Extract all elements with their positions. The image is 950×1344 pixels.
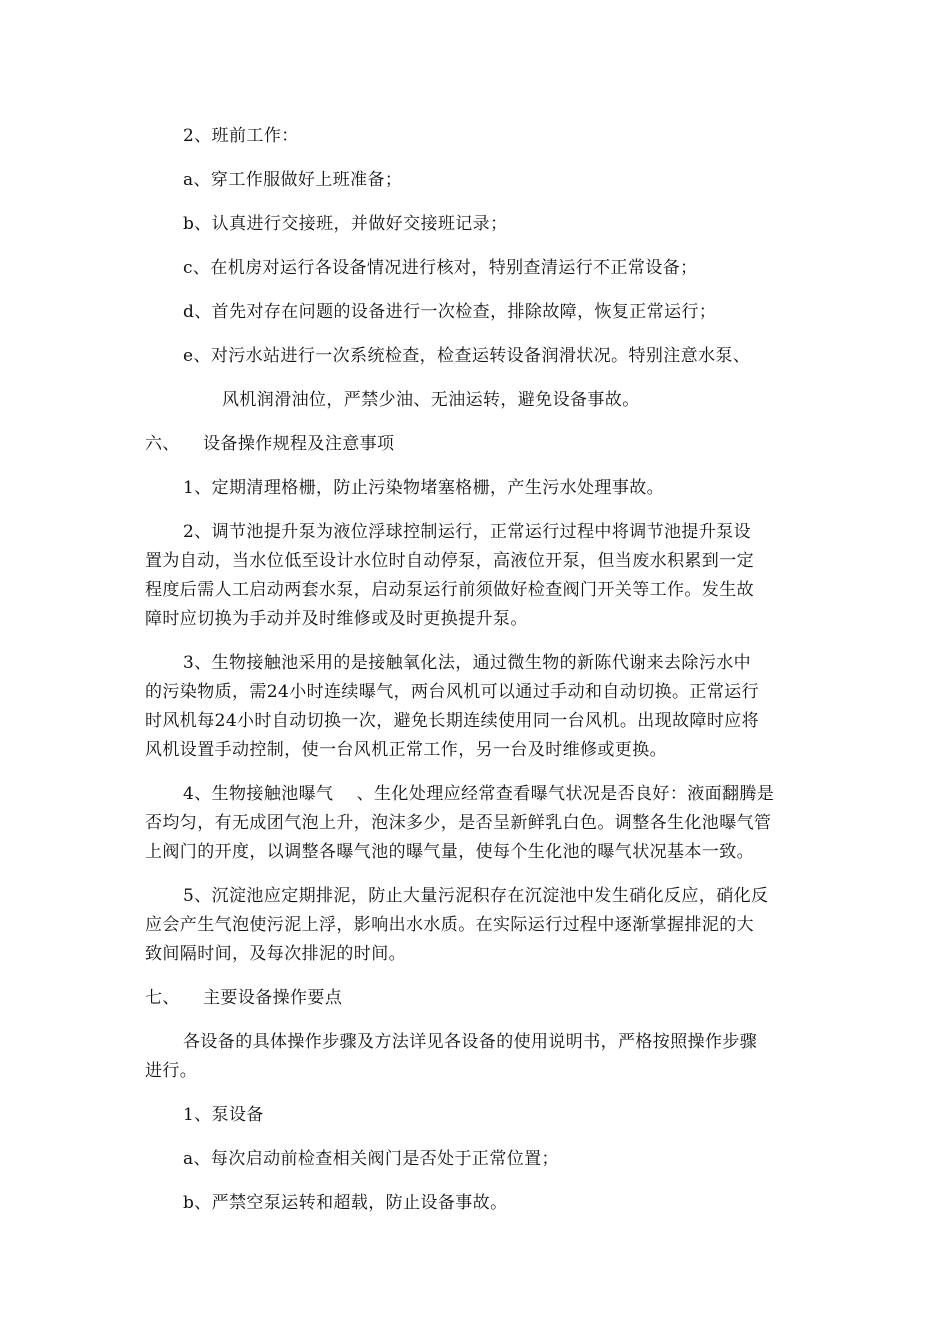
paragraph-2-line-1: 2、调节池提升泵为液位浮球控制运行，正常运行过程中将调节池提升泵设	[183, 522, 752, 542]
pump-item-b: b、严禁空泵运转和超载，防止设备事故。	[183, 1193, 508, 1213]
paragraph-2-line-4: 障时应切换为手动并及时维修或及时更换提升泵。	[145, 609, 528, 629]
section-heading-7: 七、 主要设备操作要点	[145, 988, 343, 1008]
paragraph-3-line-2: 的污染物质，需24小时连续曝气，两台风机可以通过手动和自动切换。正常运行	[145, 682, 760, 702]
list-item-a: a、穿工作服做好上班准备；	[183, 170, 403, 190]
list-item-c: c、在机房对运行各设备情况进行核对，特别查清运行不正常设备；	[183, 258, 698, 278]
paragraph-4-line-3: 上阀门的开度，以调整各曝气池的曝气量，使每个生化池的曝气状况基本一致。	[145, 842, 754, 862]
paragraph-5-line-2: 应会产生气泡使污泥上浮，影响出水水质。在实际运行过程中逐渐掌握排泥的大	[145, 915, 754, 935]
paragraph-5-line-3: 致间隔时间，及每次排泥的时间。	[145, 944, 406, 964]
paragraph-2-line-2: 置为自动，当水位低至设计水位时自动停泵，高液位开泵，但当废水积累到一定	[145, 551, 754, 571]
paragraph-3-line-1: 3、生物接触池采用的是接触氧化法，通过微生物的新陈代谢来去除污水中	[183, 653, 752, 673]
section-heading-6: 六、 设备操作规程及注意事项	[145, 434, 395, 454]
list-item-d: d、首先对存在问题的设备进行一次检查，排除故障，恢复正常运行；	[183, 302, 717, 322]
pump-item-a: a、每次启动前检查相关阀门是否处于正常位置；	[183, 1149, 559, 1169]
list-item-e: e、对污水站进行一次系统检查，检查运转设备润滑状况。特别注意水泵、	[183, 346, 751, 366]
paragraph-4-line-2: 否均匀，有无成团气泡上升，泡沫多少，是否呈新鲜乳白色。调整各生化池曝气管	[145, 813, 772, 833]
paragraph-3-line-3: 时风机每24小时自动切换一次，避免长期连续使用同一台风机。出现故障时应将	[145, 711, 760, 731]
list-item-b: b、认真进行交接班，并做好交接班记录；	[183, 214, 508, 234]
paragraph-7-line-2: 进行。	[145, 1061, 198, 1081]
subsection-pump-heading: 1、泵设备	[183, 1105, 264, 1125]
paragraph-5-line-1: 5、沉淀池应定期排泥，防止大量污泥积存在沉淀池中发生硝化反应，硝化反	[183, 886, 769, 906]
paragraph-1: 1、定期清理格栅，防止污染物堵塞格栅，产生污水处理事故。	[183, 478, 665, 498]
list-item-e-continued: 风机润滑油位，严禁少油、无油运转，避免设备事故。	[222, 390, 640, 410]
section-item-2-heading: 2、班前工作：	[183, 126, 299, 146]
paragraph-2-line-3: 程度后需人工启动两套水泵，启动泵运行前须做好检查阀门开关等工作。发生故	[145, 580, 754, 600]
paragraph-3-line-4: 风机设置手动控制，使一台风机正常工作，另一台及时维修或更换。	[145, 740, 667, 760]
paragraph-7-line-1: 各设备的具体操作步骤及方法详见各设备的使用说明书，严格按照操作步骤	[183, 1032, 758, 1052]
paragraph-4-line-1: 4、生物接触池曝气 、生化处理应经常查看曝气状况是否良好：液面翻腾是	[183, 784, 775, 804]
